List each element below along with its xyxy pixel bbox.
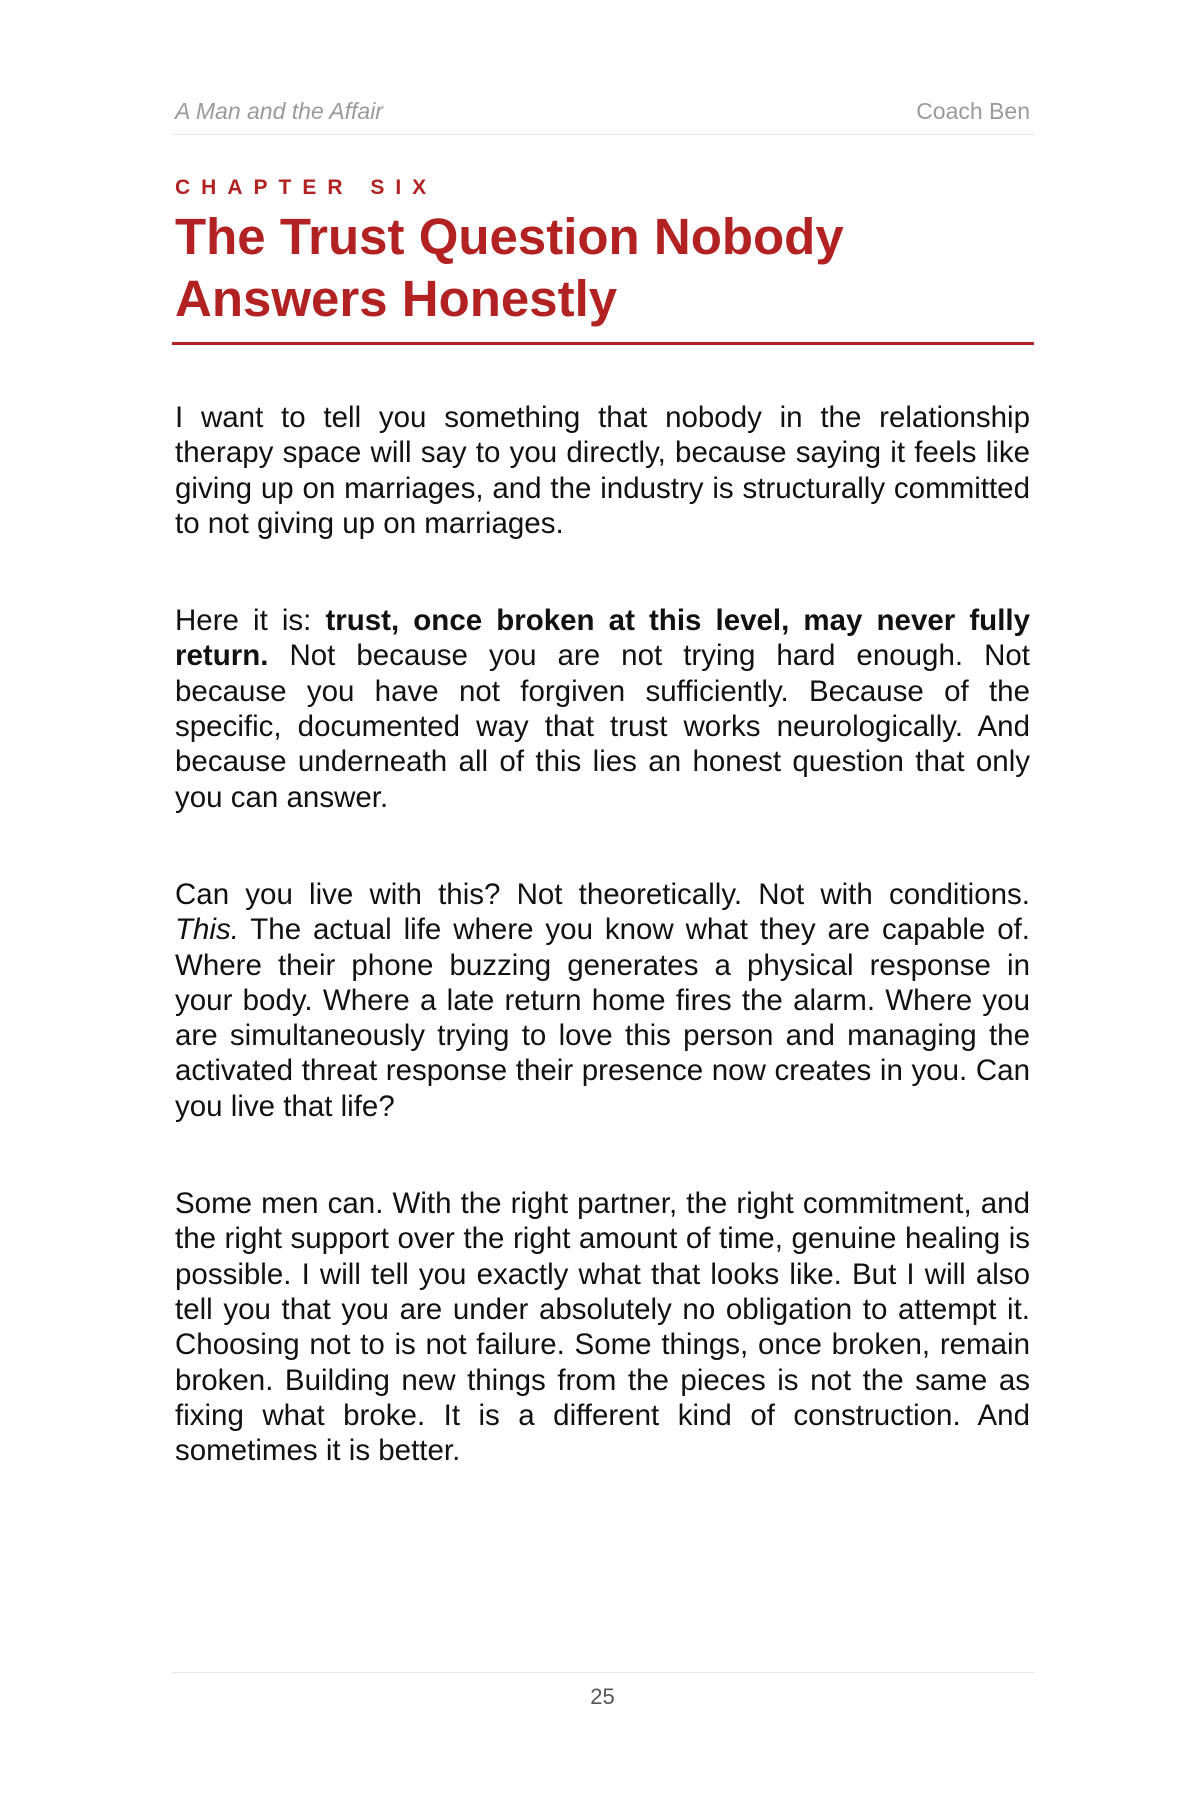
header-divider (172, 134, 1034, 135)
paragraph-3-lead: Can you live with this? Not theoretically. Not with conditions. (175, 877, 1030, 911)
paragraph-4: Some men can. With the right partner, the right commitment, and the right support over the right amount of time, genuine healing is possible. I will tell you exactly what that looks like. But I will also tell you that you are under absolutely no obligation to attempt it. Choosing not to is not failure. Some things, once broken, remain broken. Building new things from the pieces is not the same as fixing what broke. It is a different kind of construction. And sometimes it is better. (175, 1187, 1030, 1468)
body-text (175, 400, 1030, 1530)
paragraph-2-lead: Here it is: (175, 604, 326, 638)
paragraph-3-italic: This. (175, 913, 239, 947)
book-title: A Man and the Affair (175, 98, 383, 124)
paragraph-2-rest: Not because you are not trying hard enough. Not because you have not forgiven sufficiently. Because of the specific, documented way that trust works neurologically. And because underneath all of this lies an honest question that only you can answer. (175, 639, 1030, 814)
paragraph-2-bold: trust, once broken at this level, may never fully return. (175, 604, 1030, 673)
paragraph-1: I want to tell you something that nobody in the relationship therapy space will say to you directly, because saying it feels like giving up on marriages, and the industry is structurally committed to not giving up on marriages. (175, 401, 1030, 540)
title-divider (172, 342, 1034, 345)
author-name: Coach Ben (916, 98, 1030, 124)
chapter-title: The Trust Question Nobody Answers Honestly (175, 208, 844, 327)
paragraph-3 (175, 877, 1030, 1124)
footer-divider (172, 1672, 1034, 1673)
page-number: 25 (590, 1684, 615, 1709)
chapter-label: CHAPTER SIX (175, 176, 438, 199)
paragraph-2 (175, 603, 1030, 815)
running-header (175, 98, 1030, 125)
paragraph-3-rest: The actual life where you know what they are capable of. Where their phone buzzing generates a physical response in your body. Where a late return home fires the alarm. Where you are simultaneously trying to love this person and managing the activated threat response their presence now creates in you. Can you live that life? (175, 913, 1030, 1123)
